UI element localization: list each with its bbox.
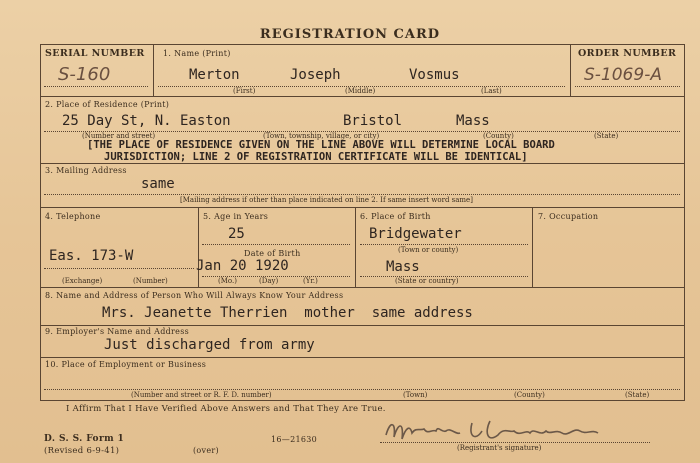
name-first: Merton <box>189 67 240 83</box>
jurisdiction-line-2: JURISDICTION; LINE 2 OF REGISTRATION CERTIFICATE WILL BE IDENTICAL] <box>104 151 528 163</box>
employment-street-caption: (Number and street or R. F. D. number) <box>131 391 272 399</box>
form-revised: (Revised 6-9-41) <box>44 446 120 456</box>
dob-value: Jan 20 1920 <box>196 258 289 274</box>
employment-label: 10. Place of Employment or Business <box>45 360 207 369</box>
middle-caption: (Middle) <box>345 87 376 95</box>
age-value: 25 <box>228 226 245 242</box>
birthplace-label: 6. Place of Birth <box>360 212 431 221</box>
tel-divider <box>198 207 199 287</box>
serial-underline <box>44 86 148 87</box>
residence-state: Mass <box>456 113 490 129</box>
mailing-value: same <box>141 176 175 192</box>
residence-town-caption: (Town, township, village, or city) <box>263 132 380 140</box>
last-caption: (Last) <box>481 87 502 95</box>
jurisdiction-line-1: [THE PLACE OF RESIDENCE GIVEN ON THE LINE ABOVE WILL DETERMINE LOCAL BOARD <box>87 139 555 151</box>
mailing-label: 3. Mailing Address <box>45 166 127 175</box>
serial-label: SERIAL NUMBER <box>45 48 145 59</box>
employment-underline <box>44 389 680 390</box>
residence-street-caption: (Number and street) <box>82 132 156 140</box>
name-middle: Joseph <box>290 67 341 83</box>
employment-state-caption: (State) <box>625 391 650 399</box>
dob-label: Date of Birth <box>244 249 301 258</box>
telephone-underline <box>44 268 194 269</box>
contact-value: Mrs. Jeanette Therrien mother same address <box>102 305 473 321</box>
residence-street: 25 Day St, N. Easton <box>62 113 231 129</box>
birthplace-town-underline <box>360 244 528 245</box>
residence-county-caption: (County) <box>483 132 514 140</box>
row8-bottom-line <box>40 325 685 326</box>
employment-county-caption: (County) <box>514 391 545 399</box>
birthplace-state-caption: (State or country) <box>395 277 459 285</box>
frame-right-line <box>684 44 685 400</box>
birthplace-town: Bridgewater <box>369 226 462 242</box>
name-label: 1. Name (Print) <box>163 49 231 58</box>
order-value: S-1069-A <box>584 65 662 85</box>
telephone-value: Eas. 173-W <box>49 248 134 264</box>
order-label: ORDER NUMBER <box>578 48 677 59</box>
age-divider <box>355 207 356 287</box>
frame-top-line <box>40 44 685 45</box>
mailing-caption: [Mailing address if other than place indicated on line 2. If same insert word same] <box>180 196 473 204</box>
number-caption: (Number) <box>133 277 168 285</box>
mailing-underline <box>44 194 680 195</box>
order-divider <box>570 44 571 96</box>
row1-bottom-line <box>40 96 685 97</box>
residence-label: 2. Place of Residence (Print) <box>45 100 170 109</box>
birth-divider <box>532 207 533 287</box>
age-label: 5. Age in Years <box>203 212 269 221</box>
order-underline <box>575 86 680 87</box>
card-title: REGISTRATION CARD <box>259 27 441 42</box>
exchange-caption: (Exchange) <box>62 277 103 285</box>
serial-divider <box>153 44 154 96</box>
affirmation-text: I Affirm That I Have Verified Above Answers and That They Are True. <box>66 404 386 414</box>
serial-value: S-160 <box>58 64 111 85</box>
residence-state-caption: (State) <box>594 132 619 140</box>
row9-bottom-line <box>40 357 685 358</box>
dob-day-caption: (Day) <box>259 277 279 285</box>
first-caption: (First) <box>233 87 256 95</box>
residence-town: Bristol <box>343 113 403 129</box>
occupation-label: 7. Occupation <box>538 212 599 221</box>
name-last: Vosmus <box>409 67 460 83</box>
frame-left-line <box>40 44 41 400</box>
telephone-label: 4. Telephone <box>45 212 101 221</box>
birthplace-state: Mass <box>386 259 420 275</box>
employer-value: Just discharged from army <box>104 337 315 353</box>
row4-bottom-line <box>40 287 685 288</box>
form-over: (over) <box>193 446 219 455</box>
row10-bottom-line <box>40 400 685 401</box>
employer-label: 9. Employer's Name and Address <box>45 327 190 336</box>
row2-bottom-line <box>40 163 685 164</box>
contact-label: 8. Name and Address of Person Who Will Always Know Your Address <box>45 291 344 300</box>
signature-underline <box>380 442 650 443</box>
form-number: D. S. S. Form 1 <box>44 434 125 444</box>
signature-caption: (Registrant's signature) <box>457 444 542 452</box>
employment-town-caption: (Town) <box>403 391 428 399</box>
row3-bottom-line <box>40 207 685 208</box>
form-code: 16—21630 <box>271 435 318 444</box>
dob-month-caption: (Mo.) <box>218 277 237 285</box>
birthplace-town-caption: (Town or county) <box>398 246 459 254</box>
age-underline <box>202 244 350 245</box>
dob-year-caption: (Yr.) <box>303 277 318 285</box>
